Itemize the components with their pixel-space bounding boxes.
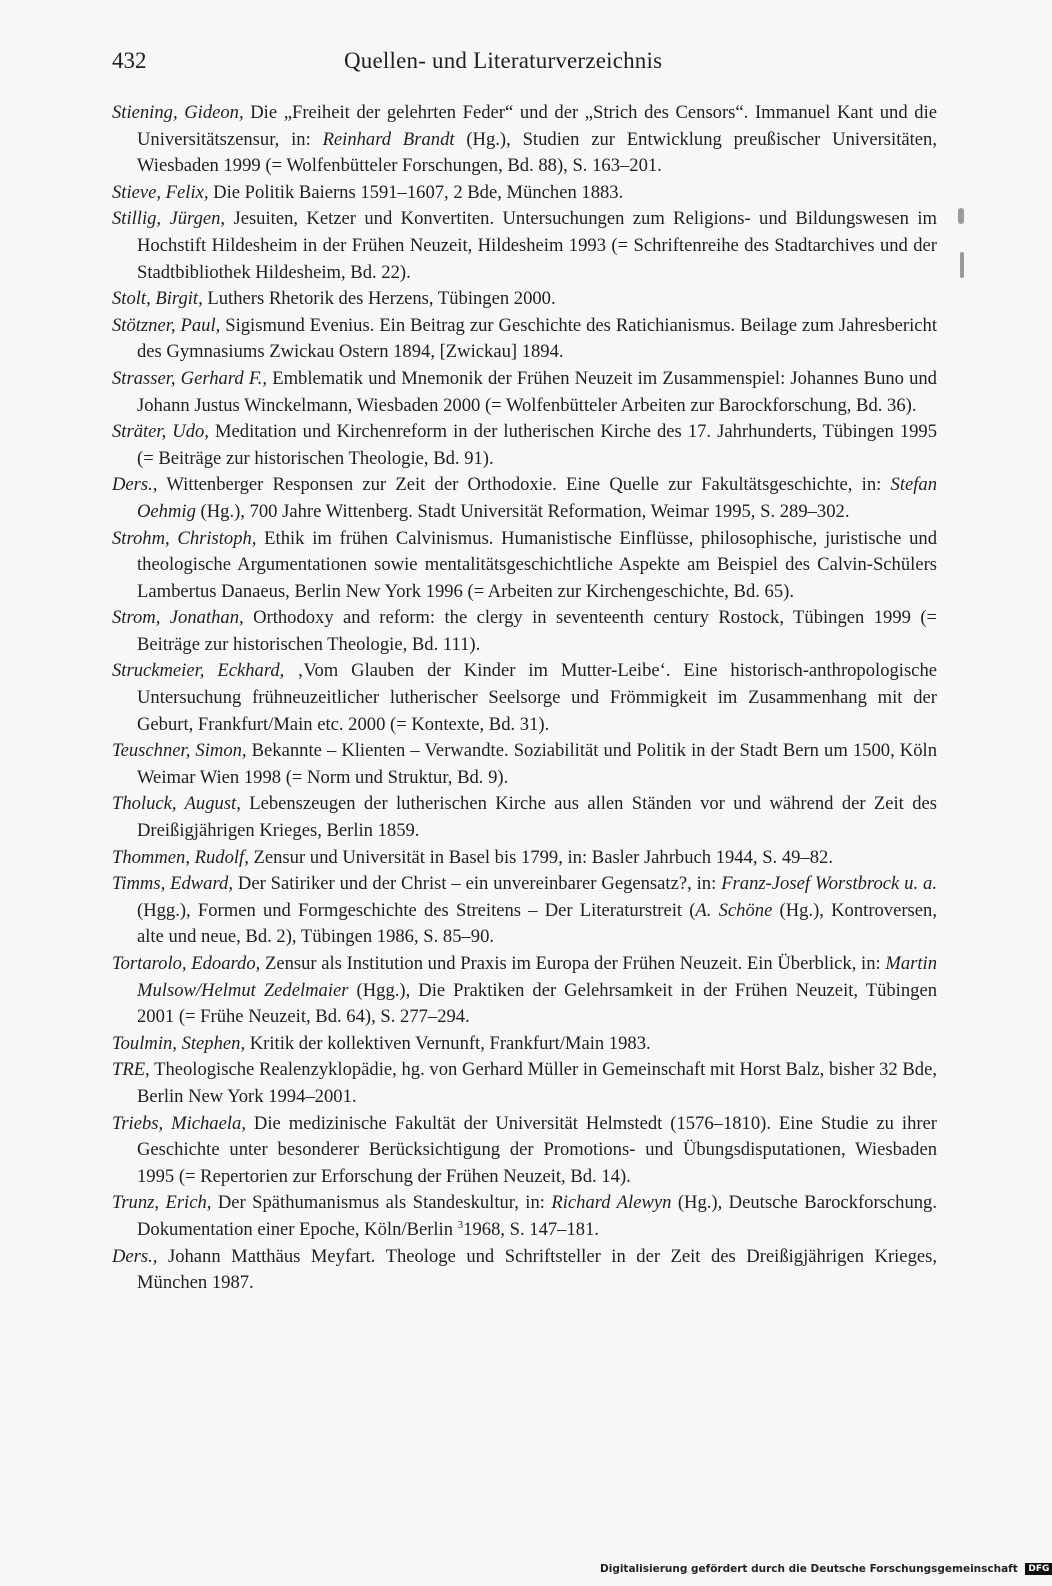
entry-text: Bekannte – Klienten – Verwandte. Soziabilität und Politik in der Stadt Bern um 1500, Köln Weimar Wien 1998 (= Norm und Struktur, Bd. 9). — [137, 740, 937, 788]
entry-text: Theologische Realenzyklopädie, hg. von Gerhard Müller in Gemeinschaft mit Horst Balz, bisher 32 Bde, Berlin New York 1994–2001. — [137, 1059, 937, 1107]
entry-author: Trunz, Erich, — [112, 1192, 212, 1214]
bibliography-entry — [112, 1031, 937, 1058]
bibliography-entry — [112, 738, 937, 791]
entry-text: Der Späthumanismus als Standeskultur, in: — [211, 1192, 552, 1214]
bibliography-entry — [112, 286, 937, 313]
entry-superscript: 3 — [457, 1218, 464, 1231]
entry-text: Die Politik Baierns 1591–1607, 2 Bde, München 1883. — [208, 181, 624, 203]
bibliography-entry — [112, 366, 937, 419]
entry-author: Toulmin, Stephen, — [112, 1032, 246, 1054]
entry-editor: Franz-Josef Worstbrock u. a. — [721, 873, 937, 895]
entry-author: Strohm, Christoph, — [112, 527, 257, 549]
entry-text: Zensur als Institution und Praxis im Europa der Frühen Neuzeit. Ein Überblick, in: — [260, 953, 886, 974]
entry-text: 1968, S. 147–181. — [463, 1218, 600, 1240]
entry-text: Kritik der kollektiven Vernunft, Frankfurt/Main 1983. — [245, 1032, 651, 1054]
entry-author: Timms, Edward, — [112, 873, 233, 895]
entry-text: Lebenszeugen der lutherischen Kirche aus allen Ständen vor und während der Zeit des Dreißigjährigen Krieges, Berlin 1859. — [137, 793, 937, 842]
entry-author: Teuschner, Simon, — [112, 740, 247, 762]
entry-text: (Hg.), Deutsche Barockforschung. Dokumentation einer Epoche, Köln/Berlin — [137, 1192, 937, 1240]
entry-editor: A. Schöne — [695, 899, 773, 921]
entry-text: Zensur und Universität in Basel bis 1799, in: Basler Jahrbuch 1944, S. 49–82. — [248, 846, 833, 868]
bibliography-entry — [112, 419, 937, 472]
entry-editor: Richard Alewyn — [551, 1192, 672, 1214]
page-header — [112, 48, 920, 82]
bibliography-entry — [112, 1244, 937, 1297]
entry-author: Stötzner, Paul, — [112, 314, 221, 336]
entry-text: (Hgg.), Formen und Formgeschichte des Streitens – Der Literaturstreit ( — [137, 899, 696, 921]
entry-author: Strom, Jonathan, — [112, 607, 244, 629]
digitization-footer — [600, 1563, 1050, 1581]
entry-text: Emblematik und Mnemonik der Frühen Neuzeit im Zusammenspiel: Johannes Buno und Johann Justus Winckelmann, Wiesbaden 2000 (= Wolfenbütteler Arbeiten zur Barockforschung, Bd. 36). — [137, 367, 937, 416]
bibliography-entry — [112, 791, 937, 844]
entry-text: ‚Vom Glauben der Kinder im Mutter-Leibe‘. Eine historisch-anthropologische Untersuchung frühneuzeitlicher lutherischer Seelsorge und Frömmigkeit im Zusammenhang mit der Geburt, Frankfurt/Main etc. 2000 (= Kontexte, Bd. 31). — [137, 660, 937, 735]
entry-author: Sträter, Udo, — [112, 421, 209, 443]
entry-editor: Stefan Oehmig — [137, 474, 937, 522]
bibliography-list — [112, 100, 937, 1297]
scan-edge-mark — [958, 208, 964, 224]
entry-text: (Hg.), 700 Jahre Wittenberg. Stadt Universität Reformation, Weimar 1995, S. 289–302. — [195, 500, 850, 522]
entry-author: Stillig, Jürgen, — [112, 208, 226, 230]
bibliography-entry — [112, 871, 937, 951]
entry-author: Tortarolo, Edoardo, — [112, 953, 261, 974]
dfg-logo: DFG — [1025, 1563, 1052, 1575]
entry-author: Strasser, Gerhard F., — [112, 367, 268, 389]
entry-author: Stieve, Felix, — [112, 181, 209, 203]
entry-text: (Hg.), Studien zur Entwicklung preußischer Universitäten, Wiesbaden 1999 (= Wolfenbütteler Forschungen, Bd. 88), S. 163–201. — [137, 128, 937, 177]
entry-editor: Martin Mulsow/Helmut Zedelmaier — [137, 953, 937, 1001]
bibliography-entry — [112, 605, 937, 658]
bibliography-entry — [112, 845, 937, 872]
entry-text: Jesuiten, Ketzer und Konvertiten. Untersuchungen zum Religions- und Bildungswesen im Hochstift Hildesheim in der Frühen Neuzeit, Hildesheim 1993 (= Schriftenreihe des Stadtarchives und der Stadtbibliothek Hildesheim, Bd. 22). — [137, 208, 937, 283]
entry-author: Thommen, Rudolf, — [112, 846, 249, 868]
page-number: 432 — [112, 48, 147, 73]
entry-text: Ethik im frühen Calvinismus. Humanistische Einflüsse, philosophische, juristische und theologische Argumentationen sowie mentalitätsgeschichtliche Aspekte am Beispiel des Calvin-Schülers Lambertus Danaeus, Berlin New York 1996 (= Arbeiten zur Kirchengeschichte, Bd. 65). — [137, 527, 937, 602]
entry-text: Meditation und Kirchenreform in der lutherischen Kirche des 17. Jahrhunderts, Tübingen 1995 (= Beiträge zur historischen Theologie, Bd. 91). — [137, 421, 938, 469]
entry-author: Stolt, Birgit, — [112, 288, 203, 310]
entry-author: Triebs, Michaela, — [112, 1112, 246, 1134]
bibliography-entry — [112, 206, 937, 286]
entry-text: (Hg.), Kontroversen, alte und neue, Bd. 2), Tübingen 1986, S. 85–90. — [137, 899, 937, 948]
bibliography-entry — [112, 1111, 937, 1191]
bibliography-entry — [112, 1057, 937, 1110]
running-title: Quellen- und Literaturverzeichnis — [344, 48, 663, 73]
entry-text: Der Satiriker und der Christ – ein unvereinbarer Gegensatz?, in: — [232, 873, 722, 895]
bibliography-entry — [112, 526, 937, 606]
entry-author: Tholuck, August, — [112, 793, 241, 815]
entry-text: Die medizinische Fakultät der Universität Helmstedt (1576–1810). Eine Studie zu ihrer Geschichte unter besonderer Berücksichtigung der Promotions- und Übungsdisputationen, Wiesbaden 1995 (= Repertorien zur Erforschung der Frühen Neuzeit, Bd. 14). — [137, 1112, 937, 1187]
bibliography-entry — [112, 180, 937, 207]
bibliography-entry — [112, 1190, 937, 1243]
bibliography-entry — [112, 100, 937, 180]
entry-author: TRE, — [112, 1059, 150, 1081]
entry-author: Struckmeier, Eckhard, — [112, 660, 285, 682]
entry-text: Wittenberger Responsen zur Zeit der Orthodoxie. Eine Quelle zur Fakultätsgeschichte, in: — [157, 474, 891, 496]
footer-text: Digitalisierung gefördert durch die Deutsche Forschungsgemeinschaft — [600, 1563, 1018, 1575]
bibliography-entry — [112, 658, 937, 738]
entry-text: Sigismund Evenius. Ein Beitrag zur Geschichte des Ratichianismus. Beilage zum Jahresbericht des Gymnasiums Zwickau Ostern 1894, [Zwickau] 1894. — [137, 314, 937, 363]
entry-text: Johann Matthäus Meyfart. Theologe und Schriftsteller in der Zeit des Dreißigjährigen Krieges, München 1987. — [137, 1245, 937, 1294]
entry-author: Ders., — [112, 1245, 158, 1267]
scan-edge-mark — [960, 252, 964, 278]
entry-text: Die „Freiheit der gelehrten Feder“ und der „Strich des Censors“. Immanuel Kant und die Universitätszensur, in: — [137, 102, 937, 150]
bibliography-entry — [112, 313, 937, 366]
bibliography-entry — [112, 951, 937, 1031]
entry-text: (Hgg.), Die Praktiken der Gelehrsamkeit in der Frühen Neuzeit, Tübingen 2001 (= Frühe Neuzeit, Bd. 64), S. 277–294. — [137, 979, 937, 1028]
entry-text: Orthodoxy and reform: the clergy in seventeenth century Rostock, Tübingen 1999 (= Beiträge zur historischen Theologie, Bd. 111). — [137, 607, 937, 655]
entry-author: Stiening, Gideon, — [112, 102, 244, 123]
entry-editor: Reinhard Brandt — [322, 128, 455, 150]
entry-author: Ders., — [112, 474, 158, 496]
bibliography-entry — [112, 472, 937, 525]
entry-text: Luthers Rhetorik des Herzens, Tübingen 2000. — [202, 288, 556, 310]
